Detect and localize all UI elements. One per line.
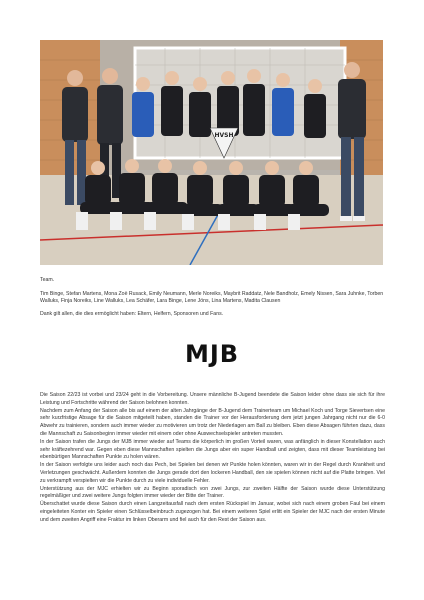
team-photo-illustration (40, 40, 383, 265)
section-title: MJB (184, 340, 240, 368)
thanks-text: Dank gilt allen, die dies ermöglicht haben: Eltern, Helfern, Sponsoren und Fans. (40, 311, 224, 317)
article-paragraph: Nachdem zum Anfang der Saison alle bis auf einem der alten Jahrgänge der B-Jugend dem Trainerteam um Michael Koch und Torge Sievertsen eine sehr kurzfristige Absage für die Saison mitgeteilt haben, standen die Trainer vor der Herausforderung dem jetzt jungen Jahrgang nicht nur die 6-0 Abwehr zu trainieren, sondern auch immer wieder zu motivieren um trotz der Niederlagen am Ball zu bleiben. Eben diese Absagen führten dazu, dass die Mannschaft zu Saisonbeginn immer wieder mit einem oder ohne Auswechselspieler antreten mussten. (40, 407, 385, 437)
article-paragraph: Überschattet wurde diese Saison durch einen Langzeitausfall nach dem ersten Rückspiel im Januar, wobei sich nach einem groben Faul bei einem eingeleiteten Konter ein Spieler einen Schlüsselbeinbruch zugezogen hat. Bei einem weiteren Spiel erlitt ein Spieler der MJC nach der ersten Minute und dem zweiten Angriff eine Fraktur im linken Oberarm und fiel auch für den Rest der Saison aus. (40, 501, 385, 523)
article-paragraph: In der Saison trafen die Jungs der MJB immer wieder auf Teams die körperlich im großen Vorteil waren, was anfänglich in dieser Konstellation auch sehr kräftezehrend war. Gegen eben diese Mannschaften spielten die Jungs aber ein super Handball und zeigten, dass mit dieser Teamleistung bei ebenbürtigen Mannschaften Punkte zu holen wären. (40, 438, 385, 461)
article-paragraph: In der Saison verfolgte uns leider auch noch das Pech, bei Spielen bei denen wir Punkte holen könnten, waren wir in der Regel durch Krankheit und Verletzungen geschwächt. Außerdem konnten die Jungs gerade dort den lockeren Handball, den sie spielen können nicht auf die Platte bringen. Viel zu verkrampft verspielten wir die Punkte durch zu viele individuelle Fehler. (40, 462, 385, 484)
article-paragraph: Unterstützung aus der MJC erhielten wir zu Beginn sporadisch von zwei Jungs, zur zweiten Hälfte der Saison wurde diese Unterstützung regelmäßiger und zwei weitere Jungs folgten immer wieder der Bitte der Trainer. (40, 485, 385, 500)
team-label: Team. (40, 277, 55, 283)
article-paragraph: Die Saison 22/23 ist vorbei und 23/24 geht in die Vorbereitung. Unsere männliche B-Jugend beendete die Saison leider ohne dass sie sich für ihre Leistung und Fortschritte während der Saison belohnen konnten. (40, 392, 385, 406)
article-body (40, 392, 385, 525)
team-photo (40, 40, 383, 265)
player-list: Tim Binge, Stefan Martens, Mona Zoë Rusack, Emily Neumann, Merle Noreiks, Maybrit Raddatz, Nele Bandholz, Emely Nissen, Sara Juhnke, Torben Walluks, Finja Noreiks, Line Walluks, Lea Schäfer, Lara Binge, Lene Jöns, Lina Martens, Madita Clausen (40, 291, 384, 304)
team-intro (40, 277, 385, 324)
pennant-text: HVSH (214, 132, 234, 139)
